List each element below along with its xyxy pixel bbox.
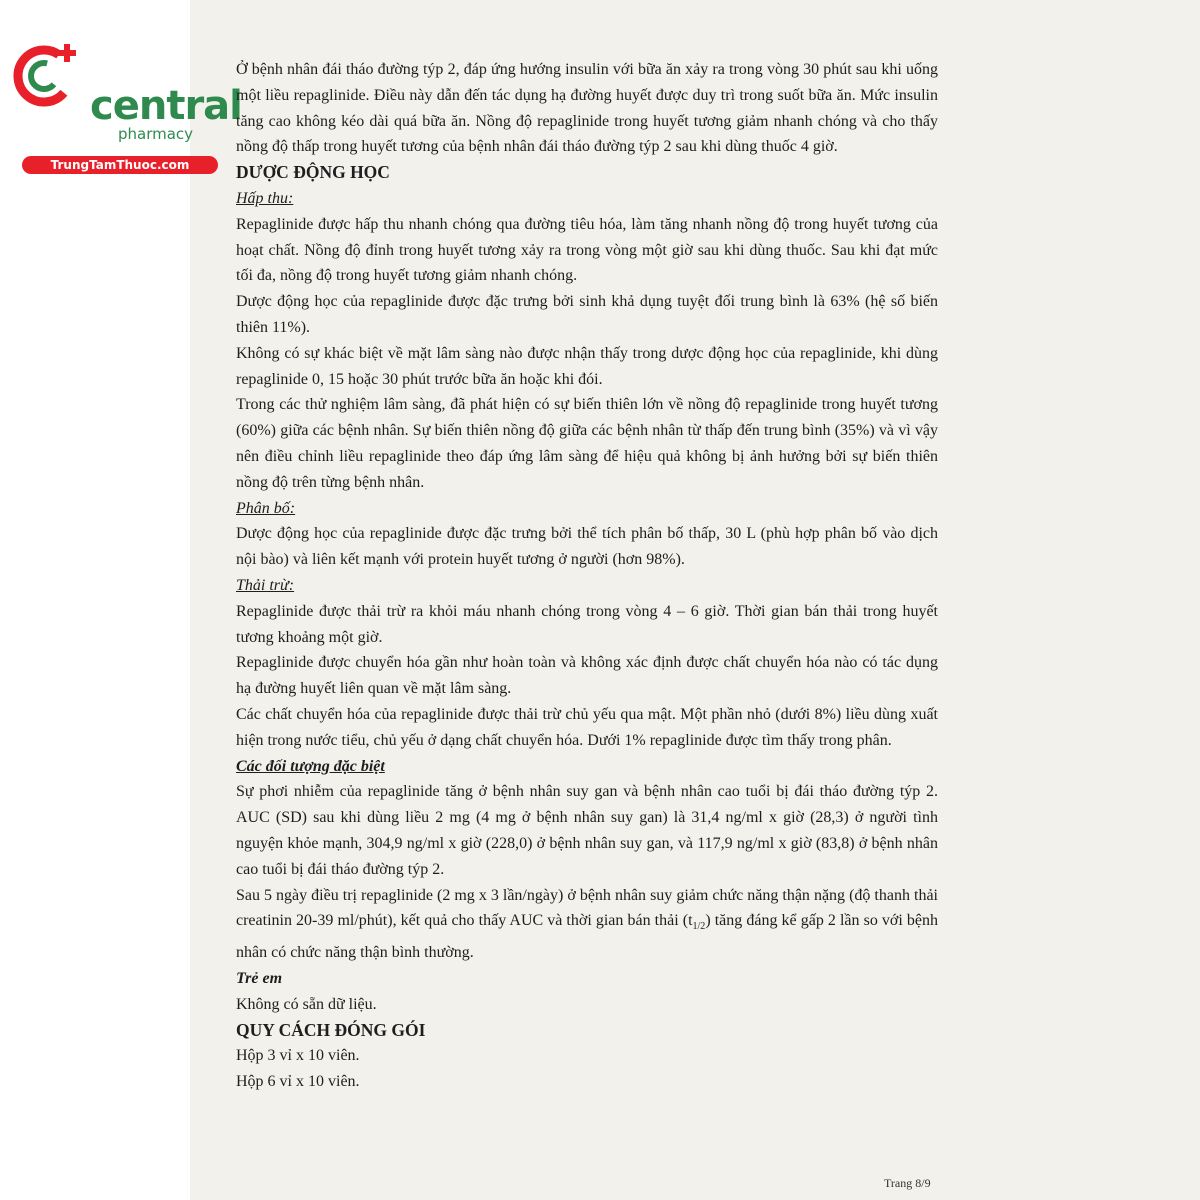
absorption-paragraph-4: Trong các thử nghiệm lâm sàng, đã phát hiện có sự biến thiên lớn về nồng độ repaglinide trong huyết tương (60%) giữa các bệnh nhân. Sự biến thiên nồng độ giữa các bệnh nhân từ thấp đến trung bình (35%) và vì vậy nên điều chỉnh liều repaglinide theo đáp ứng lâm sàng để hiệu quả không bị ảnh hưởng bởi sự biến thiên nồng độ trên từng bệnh nhân. (236, 396, 938, 491)
absorption-paragraph-3: Không có sự khác biệt về mặt lâm sàng nào được nhận thấy trong dược động học của repaglinide, khi dùng repaglinide 0, 15 hoặc 30 phút trước bữa ăn hoặc khi đói. (236, 344, 938, 388)
document-body (236, 57, 938, 1095)
special-populations-subheading: Các đối tượng đặc biệt (236, 757, 385, 775)
renal-text-part-2: ) tăng đáng kể gấp 2 lần so với bệnh nhân có chức năng thận bình thường. (236, 912, 939, 962)
special-populations-paragraph-2 (236, 883, 938, 967)
packaging-item-2: Hộp 6 vỉ x 10 viên. (236, 1073, 360, 1091)
packaging-heading: QUY CÁCH ĐÓNG GÓI (236, 1019, 426, 1040)
brand-name: central (90, 83, 242, 129)
absorption-paragraph-2: Dược động học của repaglinide được đặc trưng bởi sinh khả dụng tuyệt đối trung bình là 63% (hệ số biến thiên 11%). (236, 293, 938, 336)
children-paragraph: Không có sẵn dữ liệu. (236, 995, 377, 1013)
brand-website-badge: TrungTamThuoc.com (22, 156, 218, 174)
absorption-paragraph-1: Repaglinide được hấp thu nhanh chóng qua đường tiêu hóa, làm tăng nhanh nồng độ trong huyết tương của hoạt chất. Nồng độ đỉnh trong huyết tương xảy ra trong vòng một giờ sau khi dùng thuốc. Sau khi đạt mức tối đa, nồng độ trong huyết tương giảm nhanh chóng. (236, 215, 938, 285)
central-pharmacy-logo-mark (8, 38, 88, 118)
distribution-paragraph: Dược động học của repaglinide được đặc trưng bởi thể tích phân bố thấp, 30 L (phù hợp phân bố vào dịch nội bào) và liên kết mạnh với protein huyết tương ở người (hơn 98%). (236, 525, 938, 569)
brand-subtitle: pharmacy (118, 125, 194, 143)
distribution-subheading: Phân bố: (236, 499, 296, 517)
elimination-subheading: Thải trừ: (236, 576, 295, 594)
brand-logo (8, 38, 242, 172)
children-subheading: Trẻ em (236, 970, 283, 988)
half-life-subscript: 1/2 (692, 921, 706, 933)
special-populations-paragraph-1: Sự phơi nhiễm của repaglinide tăng ở bệnh nhân suy gan và bệnh nhân cao tuổi bị đái tháo đường týp 2. AUC (SD) sau khi dùng liều 2 mg (4 mg ở bệnh nhân suy gan) là 31,4 ng/ml x giờ (28,3) ở người tình nguyện khỏe mạnh, 304,9 ng/ml x giờ (228,0) ở bệnh nhân suy gan, và 117,9 ng/ml x giờ (83,8) ở bệnh nhân cao tuổi bị đái tháo đường týp 2. (236, 783, 938, 878)
page-number: Trang 8/9 (884, 1176, 931, 1190)
intro-paragraph: Ở bệnh nhân đái tháo đường týp 2, đáp ứng hướng insulin với bữa ăn xảy ra trong vòng 30 phút sau khi uống một liều repaglinide. Điều này dẫn đến tác dụng hạ đường huyết được duy trì trong suốt bữa ăn. Mức insulin tăng cao không kéo dài quá bữa ăn. Nồng độ repaglinide trong huyết tương giảm nhanh chóng và cho thấy nồng độ thấp trong huyết tương của bệnh nhân đái tháo đường týp 2 sau khi dùng thuốc 4 giờ. (236, 61, 938, 156)
elimination-paragraph-1: Repaglinide được thải trừ ra khỏi máu nhanh chóng trong vòng 4 – 6 giờ. Thời gian bán thải trong huyết tương khoảng một giờ. (236, 602, 938, 646)
elimination-paragraph-3: Các chất chuyển hóa của repaglinide được thải trừ chủ yếu qua mật. Một phần nhỏ (dưới 8%) liều dùng xuất hiện trong nước tiểu, chủ yếu ở dạng chất chuyển hóa. Dưới 1% repaglinide được tìm thấy trong phân. (236, 705, 938, 749)
renal-text-part-1: Sau 5 ngày điều trị repaglinide (2 mg x 3 lần/ngày) ở bệnh nhân suy giảm chức năng thận nặng (độ thanh thải creatinin 20-39 ml/phút), kết quả cho thấy AUC và thời gian bán thải (t (236, 886, 938, 930)
packaging-item-1: Hộp 3 vỉ x 10 viên. (236, 1047, 360, 1065)
absorption-subheading: Hấp thu: (236, 189, 294, 207)
elimination-paragraph-2: Repaglinide được chuyển hóa gần như hoàn toàn và không xác định được chất chuyển hóa nào có tác dụng hạ đường huyết liên quan về mặt lâm sàng. (236, 654, 938, 698)
pharmacokinetics-heading: DƯỢC ĐỘNG HỌC (236, 162, 390, 183)
